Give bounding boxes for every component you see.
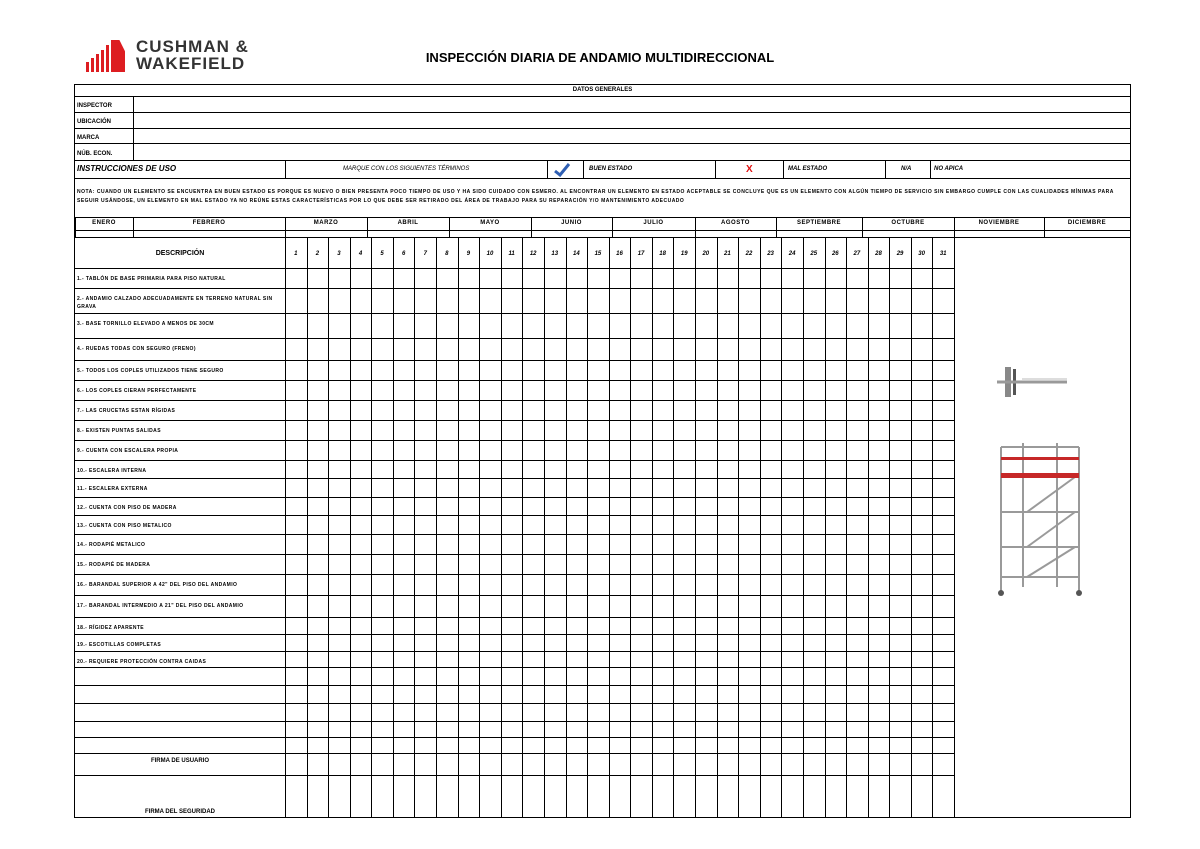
day-number: 3 [337, 251, 341, 257]
row-divider [75, 420, 954, 421]
row-divider [75, 721, 954, 722]
instructions-label: INSTRUCCIONES DE USO [77, 164, 177, 173]
day-number: 2 [315, 251, 320, 257]
month-label: DICIEMBRE [1067, 220, 1107, 226]
divider [609, 237, 610, 818]
row-divider [75, 360, 954, 361]
day-number: 1 [294, 251, 298, 257]
day-number: 13 [551, 251, 559, 257]
field-label: INSPECTOR [77, 103, 112, 109]
divider [825, 237, 826, 818]
field-row-inspector[interactable] [75, 97, 1130, 113]
day-number: 31 [939, 251, 947, 257]
day-number: 5 [380, 251, 384, 257]
mark-terms-text: MARQUE CON LOS SIGUIENTES TÉRMINOS [343, 166, 470, 172]
logo-line-1: CUSHMAN & [136, 37, 249, 56]
checklist-item: 14.- RODAPIÉ METALICO [77, 542, 146, 548]
description-header: DESCRIPCIÓN [155, 250, 205, 257]
day-number: 22 [745, 251, 753, 257]
day-number: 17 [637, 251, 645, 257]
checklist-item: 20.- REQUIERE PROTECCIÓN CONTRA CAIDAS [77, 659, 207, 665]
inspection-form [74, 84, 1131, 818]
checklist-item: 15.- RODAPIÉ DE MADERA [77, 562, 151, 568]
day-number: 7 [423, 251, 427, 257]
divider [1044, 217, 1045, 237]
divider [846, 237, 847, 818]
instructions-row [75, 161, 1130, 179]
logo-line-2: WAKEFIELD [136, 54, 246, 73]
checklist-item: 5.- TODOS LOS COPLES UTILIZADOS TIENE SEGURO [77, 368, 224, 374]
day-number: 28 [875, 251, 882, 257]
checklist-item: 18.- RÍGIDEZ APARENTE [77, 625, 145, 631]
row-divider [75, 497, 954, 498]
day-number: 4 [358, 251, 363, 257]
divider [367, 217, 368, 237]
row-divider [75, 737, 954, 738]
row-divider [75, 651, 954, 652]
day-number: 16 [616, 251, 623, 257]
divider [781, 237, 782, 818]
divider [889, 237, 890, 818]
day-number: 26 [831, 251, 839, 257]
divider [449, 217, 450, 237]
divider [501, 237, 502, 818]
month-label: ABRIL [397, 220, 419, 226]
divider [911, 237, 912, 818]
row-divider [75, 667, 954, 668]
user-signature-label: FIRMA DE USUARIO [150, 758, 210, 764]
divider [673, 237, 674, 818]
not-applicable-label: NO APICA [934, 166, 964, 172]
bad-state-label: MAL ESTADO [788, 166, 828, 172]
field-row-brand[interactable] [75, 129, 1130, 144]
row-divider [75, 634, 954, 635]
divider [587, 237, 588, 818]
row-divider [75, 478, 954, 479]
day-number: 23 [767, 251, 774, 257]
day-number: 20 [702, 251, 710, 257]
row-divider [75, 775, 954, 776]
divider [414, 237, 415, 818]
divider [868, 237, 869, 818]
row-divider [75, 685, 954, 686]
checklist-item: 8.- EXISTEN PUNTAS SALIDAS [77, 428, 161, 434]
checklist-item: 16.- BARANDAL SUPERIOR A 42" DEL PISO DEL ANDAMIO [77, 582, 238, 588]
field-label: UBICACIÓN [77, 119, 111, 125]
checkmark-icon [553, 163, 571, 177]
day-number: 8 [445, 251, 449, 257]
day-number: 12 [529, 251, 537, 257]
checklist-item: 12.- CUENTA CON PISO DE MADERA [77, 505, 177, 511]
checklist-item: 2.- ANDAMIO CALZADO ADECUADAMENTE EN TERRENO NATURAL SIN GRAVA [77, 296, 273, 310]
day-number: 29 [896, 251, 904, 257]
logo-bars-icon [86, 40, 130, 72]
month-label: JULIO [643, 220, 664, 226]
row-divider [75, 380, 954, 381]
day-number: 14 [572, 251, 580, 257]
divider [695, 217, 696, 237]
general-data-header-row [75, 85, 1130, 97]
checklist-item: 6.- LOS COPLES CIERAN PERFECTAMENTE [77, 388, 197, 394]
field-label: MARCA [77, 135, 100, 141]
divider [371, 237, 372, 818]
row-divider [75, 268, 954, 269]
day-number: 25 [810, 251, 818, 257]
checklist-item: 17.- BARANDAL INTERMEDIO A 21" DEL PISO DEL ANDAMIO [77, 603, 244, 609]
divider [695, 237, 696, 818]
month-label: NOVIEMBRE [978, 220, 1020, 226]
month-label: MARZO [313, 220, 339, 226]
divider [436, 237, 437, 818]
divider [862, 217, 863, 237]
row-divider [75, 515, 954, 516]
row-divider [75, 595, 954, 596]
month-label: AGOSTO [721, 220, 750, 226]
divider [75, 217, 76, 237]
divider [612, 217, 613, 237]
divider [652, 237, 653, 818]
divider [133, 217, 134, 237]
x-icon: X [746, 164, 753, 175]
row-divider [75, 554, 954, 555]
checklist-item: 4.- RUEDAS TODAS CON SEGURO (FRENO) [77, 346, 196, 352]
coupler-illustration-icon [997, 367, 1067, 397]
divider [522, 237, 523, 818]
divider [630, 237, 631, 818]
field-row-location[interactable] [75, 113, 1130, 129]
na-label: N/A [901, 166, 912, 172]
checklist-item: 1.- TABLÓN DE BASE PRIMARIA PARA PISO NATURAL [77, 276, 226, 282]
day-number: 21 [724, 251, 731, 257]
checklist-item: 7.- LAS CRUCETAS ESTAN RÍGIDAS [77, 408, 176, 414]
checklist-item: 3.- BASE TORNILLO ELEVADO A MENOS DE 30CM [77, 321, 214, 327]
divider [544, 237, 545, 818]
row-divider [75, 703, 954, 704]
checklist-item: 19.- ESCOTILLAS COMPLETAS [77, 642, 162, 648]
scaffold-tower-icon [995, 437, 1085, 597]
row-divider [75, 617, 954, 618]
divider [717, 237, 718, 818]
divider [350, 237, 351, 818]
checklist-item: 13.- CUENTA CON PISO METALICO [77, 523, 172, 529]
divider [285, 217, 286, 237]
month-label: ENERO [92, 220, 116, 226]
divider [531, 217, 532, 237]
field-row-econ-number[interactable] [75, 144, 1130, 161]
page-title: INSPECCIÓN DIARIA DE ANDAMIO MULTIDIRECCIONAL [425, 50, 775, 65]
divider [932, 237, 933, 818]
checklist-item: 10.- ESCALERA INTERNA [77, 468, 147, 474]
day-number: 19 [680, 251, 688, 257]
divider [479, 237, 480, 818]
row-divider [75, 574, 954, 575]
divider [954, 237, 955, 818]
day-number: 9 [466, 251, 471, 257]
field-label: NÚB. ECON. [77, 151, 113, 157]
general-data-header: DATOS GENERALES [572, 87, 633, 93]
divider [954, 217, 955, 237]
divider [803, 237, 804, 818]
row-divider [75, 313, 954, 314]
row-divider [75, 460, 954, 461]
row-divider [75, 534, 954, 535]
day-number: 6 [402, 251, 406, 257]
divider [738, 237, 739, 818]
divider [285, 237, 286, 818]
divider [393, 237, 394, 818]
note-text: NOTA: CUANDO UN ELEMENTO SE ENCUENTRA EN BUEN ESTADO ES PORQUE ES NUEVO O BIEN PRESENTA POCO TIEMPO DE USO Y HA SIDO CUIDADO CON ESMERO. AL ENCONTRAR UN ELEMENTO EN ESTADO ACEPTABLE SE CONCLUYE QUE ES UN ELEMENTO CON ALGÚN TIEMPO DE SERVICIO SIN EMBARGO CUMPLE CON LAS CUALIDADES MÍNIMAS PARA SEGUIR USÁNDOSE, UN ELEMENTO EN MAL ESTADO YA NO REÚNE ESTAS CARACTERÍSTICAS POR LO QUE DEBE SER RETIRADO DEL ÁREA DE TRABAJO PARA SU REPARACIÓN Y/O MANTENIMIENTO ADECUADO [77, 189, 1114, 204]
company-logo [86, 36, 256, 76]
row-divider [75, 400, 954, 401]
month-label: FEBRERO [192, 220, 226, 226]
good-state-label: BUEN ESTADO [589, 166, 633, 172]
month-label: OCTUBRE [891, 220, 925, 226]
row-divider [75, 753, 954, 754]
divider [328, 237, 329, 818]
day-number: 27 [853, 251, 861, 257]
divider [307, 237, 308, 818]
row-divider [75, 288, 954, 289]
checklist-item: 9.- CUENTA CON ESCALERA PROPIA [77, 448, 179, 454]
divider [776, 217, 777, 237]
illustration-panel [954, 237, 1131, 818]
row-divider [75, 338, 954, 339]
day-number: 10 [486, 251, 494, 257]
month-label: SEPTIEMBRE [796, 220, 841, 226]
divider [760, 237, 761, 818]
security-signature-label: FIRMA DEL SEGURIDAD [144, 809, 215, 815]
divider [566, 237, 567, 818]
day-number: 15 [594, 251, 602, 257]
divider [458, 237, 459, 818]
month-label: JUNIO [561, 220, 582, 226]
checklist-item: 11.- ESCALERA EXTERNA [77, 486, 148, 492]
day-number: 30 [918, 251, 925, 257]
day-number: 18 [659, 251, 666, 257]
row-divider [75, 440, 954, 441]
day-number: 24 [788, 251, 796, 257]
day-number: 11 [508, 251, 515, 257]
month-label: MAYO [480, 220, 500, 226]
